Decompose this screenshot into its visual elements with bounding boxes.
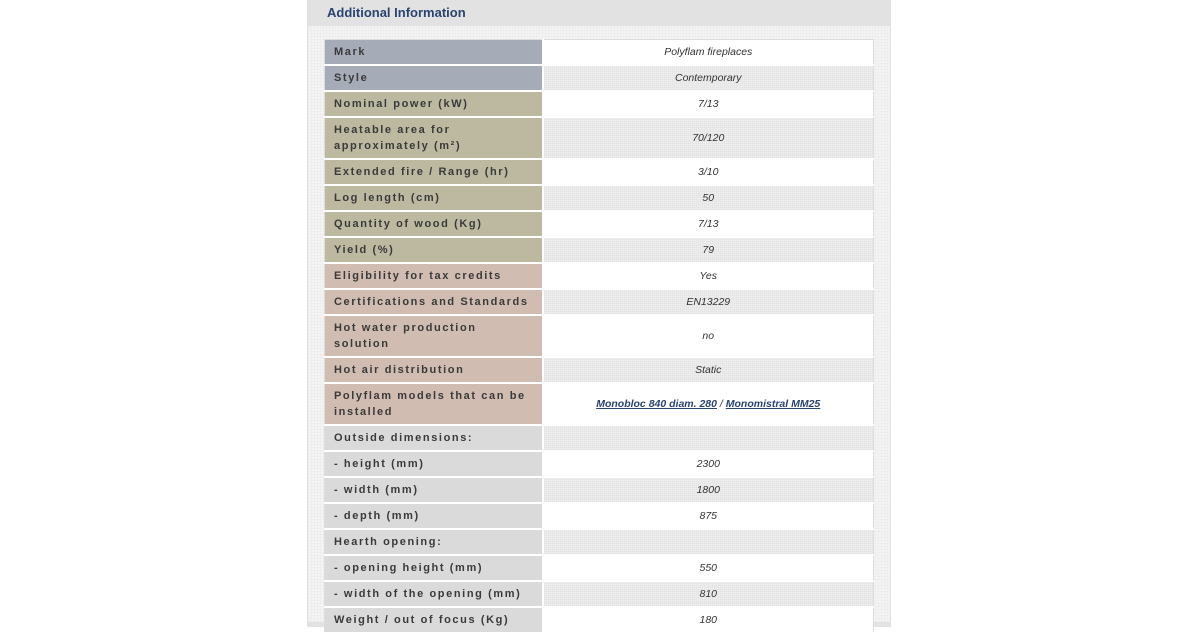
spec-label: Certifications and Standards bbox=[325, 289, 543, 315]
spec-label: - height (mm) bbox=[325, 451, 543, 477]
spec-label: - width of the opening (mm) bbox=[325, 581, 543, 607]
spec-label: - depth (mm) bbox=[325, 503, 543, 529]
spec-value bbox=[543, 383, 874, 425]
spec-row bbox=[325, 237, 874, 263]
spec-row bbox=[325, 451, 874, 477]
spec-value: no bbox=[543, 315, 874, 357]
spec-row bbox=[325, 117, 874, 159]
panel-body bbox=[308, 26, 890, 626]
spec-label: Quantity of wood (Kg) bbox=[325, 211, 543, 237]
spec-row bbox=[325, 357, 874, 383]
spec-label: - opening height (mm) bbox=[325, 555, 543, 581]
spec-value: Contemporary bbox=[543, 65, 874, 91]
model-link[interactable]: Monomistral MM25 bbox=[725, 398, 821, 410]
spec-row bbox=[325, 211, 874, 237]
spec-row bbox=[325, 477, 874, 503]
spec-label: Hot water production solution bbox=[325, 315, 543, 357]
spec-value: Yes bbox=[543, 263, 874, 289]
spec-label: Mark bbox=[325, 40, 543, 66]
model-link[interactable]: Monobloc 840 diam. 280 bbox=[596, 398, 717, 410]
spec-value: 3/10 bbox=[543, 159, 874, 185]
spec-value: 1800 bbox=[543, 477, 874, 503]
spec-value: 2300 bbox=[543, 451, 874, 477]
spec-value: 79 bbox=[543, 237, 874, 263]
spec-row bbox=[325, 65, 874, 91]
spec-label: Outside dimensions: bbox=[325, 425, 543, 451]
spec-value: 875 bbox=[543, 503, 874, 529]
spec-value: 180 bbox=[543, 607, 874, 633]
spec-row bbox=[325, 159, 874, 185]
spec-row bbox=[325, 607, 874, 633]
spec-label: Log length (cm) bbox=[325, 185, 543, 211]
spec-row bbox=[325, 425, 874, 451]
spec-row bbox=[325, 263, 874, 289]
spec-label: Eligibility for tax credits bbox=[325, 263, 543, 289]
spec-value: Polyflam fireplaces bbox=[543, 40, 874, 66]
spec-row bbox=[325, 581, 874, 607]
spec-label: Heatable area for approximately (m²) bbox=[325, 117, 543, 159]
panel-title: Additional Information bbox=[327, 5, 466, 20]
spec-value: 50 bbox=[543, 185, 874, 211]
spec-label: Hearth opening: bbox=[325, 529, 543, 555]
specifications-table-body bbox=[325, 40, 874, 634]
spec-label: Polyflam models that can be installed bbox=[325, 383, 543, 425]
spec-value: 7/13 bbox=[543, 211, 874, 237]
spec-value: 810 bbox=[543, 581, 874, 607]
spec-row bbox=[325, 555, 874, 581]
spec-row bbox=[325, 91, 874, 117]
spec-value: EN13229 bbox=[543, 289, 874, 315]
spec-row bbox=[325, 315, 874, 357]
spec-row bbox=[325, 383, 874, 425]
spec-label: - width (mm) bbox=[325, 477, 543, 503]
spec-row bbox=[325, 529, 874, 555]
spec-row bbox=[325, 185, 874, 211]
spec-value: Static bbox=[543, 357, 874, 383]
spec-value: 70/120 bbox=[543, 117, 874, 159]
spec-label: Hot air distribution bbox=[325, 357, 543, 383]
spec-value: 550 bbox=[543, 555, 874, 581]
spec-label: Extended fire / Range (hr) bbox=[325, 159, 543, 185]
additional-information-panel bbox=[307, 0, 891, 627]
specifications-table bbox=[324, 39, 874, 634]
spec-label: Yield (%) bbox=[325, 237, 543, 263]
spec-label: Style bbox=[325, 65, 543, 91]
link-separator: / bbox=[719, 398, 723, 410]
spec-row bbox=[325, 503, 874, 529]
spec-row bbox=[325, 40, 874, 66]
spec-label: Weight / out of focus (Kg) bbox=[325, 607, 543, 633]
spec-label: Nominal power (kW) bbox=[325, 91, 543, 117]
spec-row bbox=[325, 289, 874, 315]
spec-value bbox=[543, 529, 874, 555]
spec-value bbox=[543, 425, 874, 451]
spec-value: 7/13 bbox=[543, 91, 874, 117]
